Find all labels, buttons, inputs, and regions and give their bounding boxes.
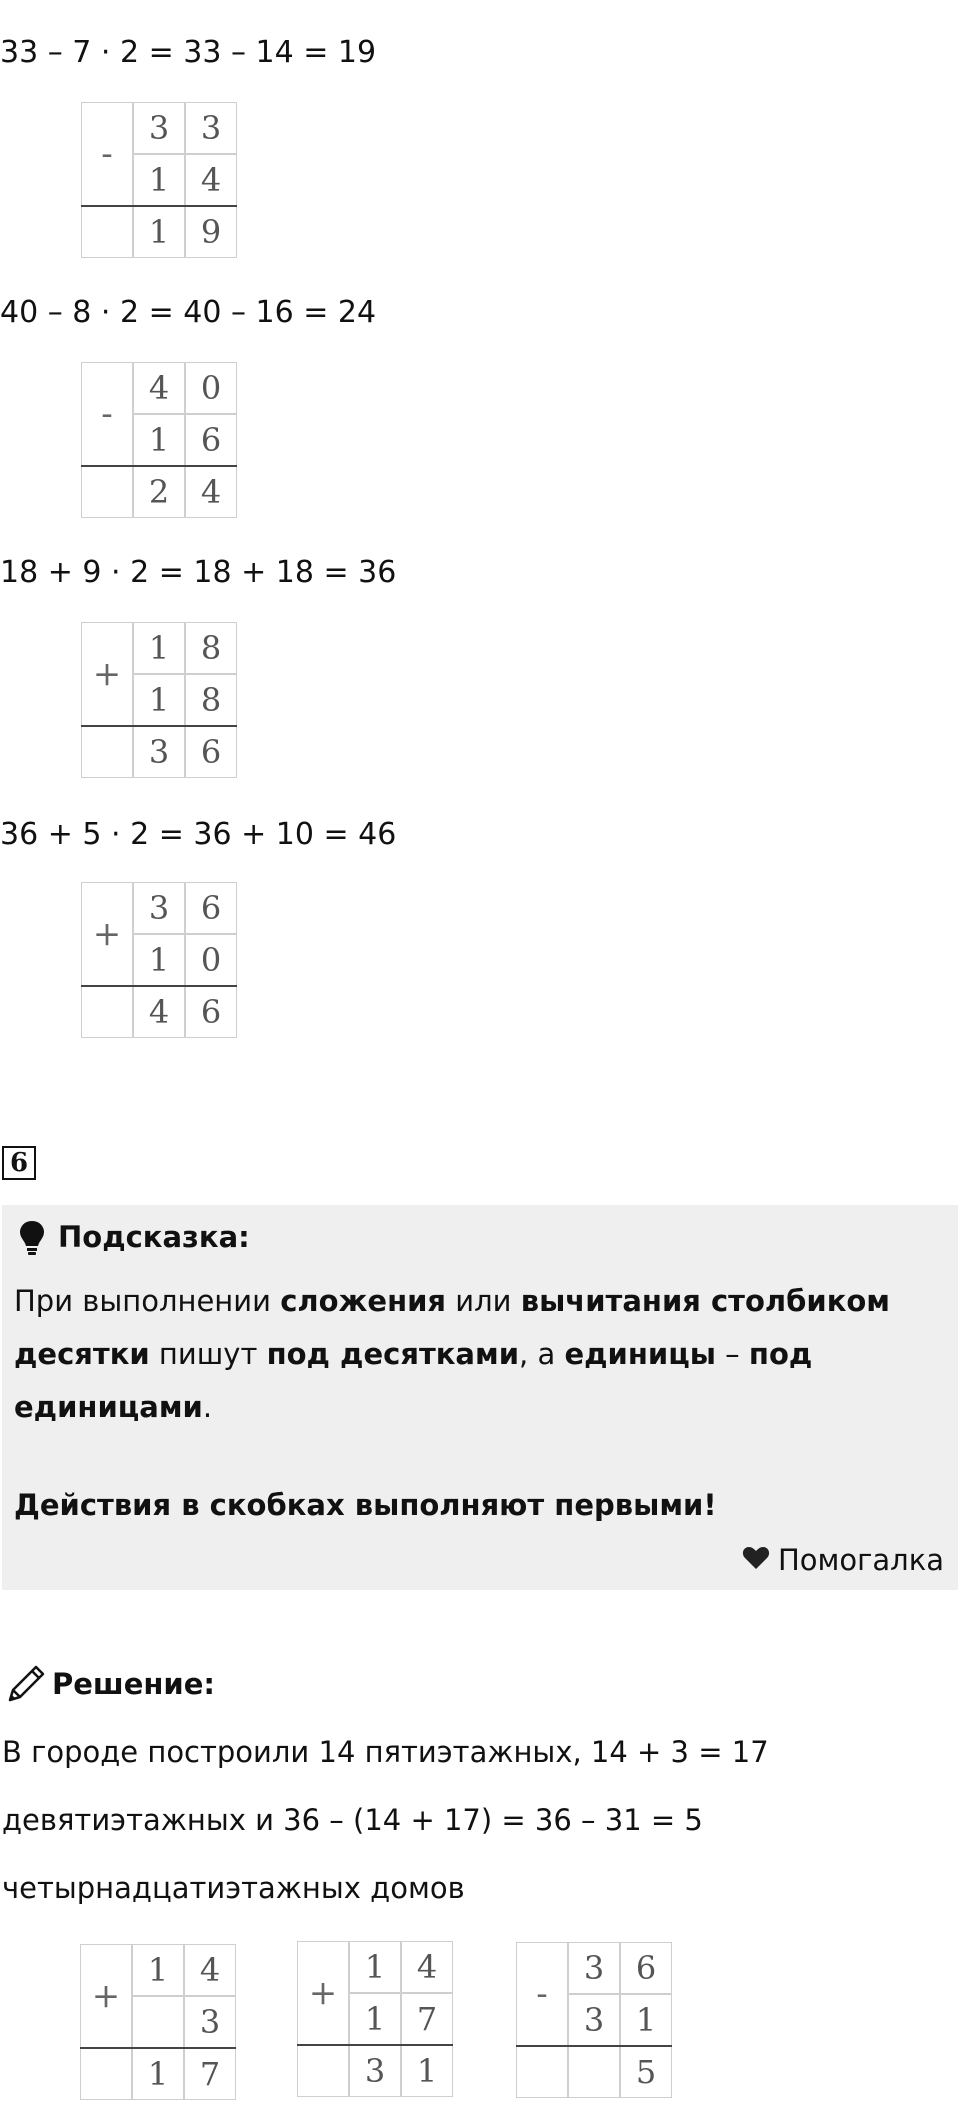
bottom-digit-cell: 1	[133, 414, 185, 466]
column-calc-3	[81, 622, 237, 778]
hint-title: Подсказка:	[58, 1220, 250, 1254]
result-digit-cell: 4	[185, 466, 237, 518]
top-digit-cell: 3	[133, 102, 185, 154]
result-digit-cell	[568, 2046, 620, 2098]
top-digit-cell: 3	[185, 102, 237, 154]
bottom-digit-cell: 0	[185, 934, 237, 986]
bottom-digit-cell: 1	[349, 1993, 401, 2045]
bottom-digit-cell: 4	[185, 154, 237, 206]
top-digit-cell: 4	[401, 1941, 453, 1993]
bottom-digit-cell: 3	[184, 1996, 236, 2048]
operation-sign-cell	[81, 102, 133, 206]
result-digit-cell: 2	[133, 466, 185, 518]
expression-1: 33 – 7 · 2 = 33 – 14 = 19	[0, 35, 377, 70]
operation-sign-cell	[80, 1944, 132, 2048]
empty-cell	[297, 2045, 349, 2097]
result-digit-cell: 5	[620, 2046, 672, 2098]
result-digit-cell: 4	[133, 986, 185, 1038]
operation-sign: +	[92, 654, 122, 694]
lightbulb-icon	[18, 1219, 46, 1259]
result-line	[516, 2045, 672, 2047]
top-digit-cell: 0	[185, 362, 237, 414]
empty-cell	[81, 466, 133, 518]
result-digit-cell: 1	[132, 2048, 184, 2100]
result-line	[81, 985, 237, 987]
solution-line-2: девятиэтажных и 36 – (14 + 17) = 36 – 31 = 5	[2, 1803, 703, 1837]
hint-rule: Действия в скобках выполняют первыми!	[14, 1488, 717, 1522]
operation-sign: +	[91, 1976, 121, 2016]
result-digit-cell: 6	[185, 986, 237, 1038]
top-digit-cell: 6	[620, 1942, 672, 1994]
solution-line-1: В городе построили 14 пятиэтажных, 14 + 3 = 17	[2, 1735, 769, 1769]
empty-cell	[81, 206, 133, 258]
bottom-digit-cell: 6	[185, 414, 237, 466]
top-digit-cell: 8	[185, 622, 237, 674]
top-digit-cell: 4	[133, 362, 185, 414]
solution-column-calc-3	[516, 1942, 672, 2098]
pencil-icon	[4, 1662, 48, 1710]
bottom-digit-cell: 1	[133, 934, 185, 986]
column-calc-1	[81, 102, 237, 258]
column-calc-4	[81, 882, 237, 1038]
bottom-digit-cell: 7	[401, 1993, 453, 2045]
operation-sign: +	[308, 1973, 338, 2013]
operation-sign-cell	[81, 882, 133, 986]
top-digit-cell: 1	[133, 622, 185, 674]
operation-sign-cell	[81, 622, 133, 726]
bottom-digit-cell: 1	[133, 154, 185, 206]
empty-cell	[81, 986, 133, 1038]
top-digit-cell: 3	[133, 882, 185, 934]
result-digit-cell: 7	[184, 2048, 236, 2100]
top-digit-cell: 1	[132, 1944, 184, 1996]
operation-sign: -	[101, 134, 113, 174]
top-digit-cell: 3	[568, 1942, 620, 1994]
expression-2: 40 – 8 · 2 = 40 – 16 = 24	[0, 295, 377, 330]
task-number: 6	[2, 1146, 36, 1180]
result-digit-cell: 6	[185, 726, 237, 778]
brand-label[interactable]	[742, 1538, 944, 1582]
bottom-digit-cell: 1	[133, 674, 185, 726]
column-calc-2	[81, 362, 237, 518]
brand-text: Помогалка	[778, 1543, 944, 1577]
operation-sign-cell	[516, 1942, 568, 2046]
bottom-digit-cell: 1	[620, 1994, 672, 2046]
solution-line-3: четырнадцатиэтажных домов	[2, 1871, 465, 1905]
top-digit-cell: 1	[349, 1941, 401, 1993]
bottom-digit-cell: 8	[185, 674, 237, 726]
hint-text: При выполнении сложения или вычитания столбиком десятки пишут под десятками, а единицы – под единицами.	[14, 1284, 891, 1424]
solution-column-calc-1	[80, 1944, 236, 2100]
solution-column-calc-2	[297, 1941, 453, 2097]
operation-sign: -	[536, 1974, 548, 2014]
operation-sign-cell	[81, 362, 133, 466]
expression-4: 36 + 5 · 2 = 36 + 10 = 46	[0, 817, 397, 852]
result-digit-cell: 3	[133, 726, 185, 778]
result-line	[80, 2047, 236, 2049]
empty-cell	[80, 2048, 132, 2100]
result-line	[81, 465, 237, 467]
result-digit-cell: 1	[401, 2045, 453, 2097]
empty-cell	[81, 726, 133, 778]
top-digit-cell: 4	[184, 1944, 236, 1996]
result-digit-cell: 1	[133, 206, 185, 258]
hint-box	[2, 1205, 958, 1590]
operation-sign-cell	[297, 1941, 349, 2045]
top-digit-cell: 6	[185, 882, 237, 934]
heart-icon	[742, 1538, 770, 1582]
bottom-digit-cell	[132, 1996, 184, 2048]
result-line	[297, 2044, 453, 2046]
operation-sign: -	[101, 394, 113, 434]
result-digit-cell: 9	[185, 206, 237, 258]
solution-title: Решение:	[52, 1667, 216, 1701]
bottom-digit-cell: 3	[568, 1994, 620, 2046]
empty-cell	[516, 2046, 568, 2098]
expression-3: 18 + 9 · 2 = 18 + 18 = 36	[0, 555, 397, 590]
result-line	[81, 205, 237, 207]
result-line	[81, 725, 237, 727]
operation-sign: +	[92, 914, 122, 954]
result-digit-cell: 3	[349, 2045, 401, 2097]
